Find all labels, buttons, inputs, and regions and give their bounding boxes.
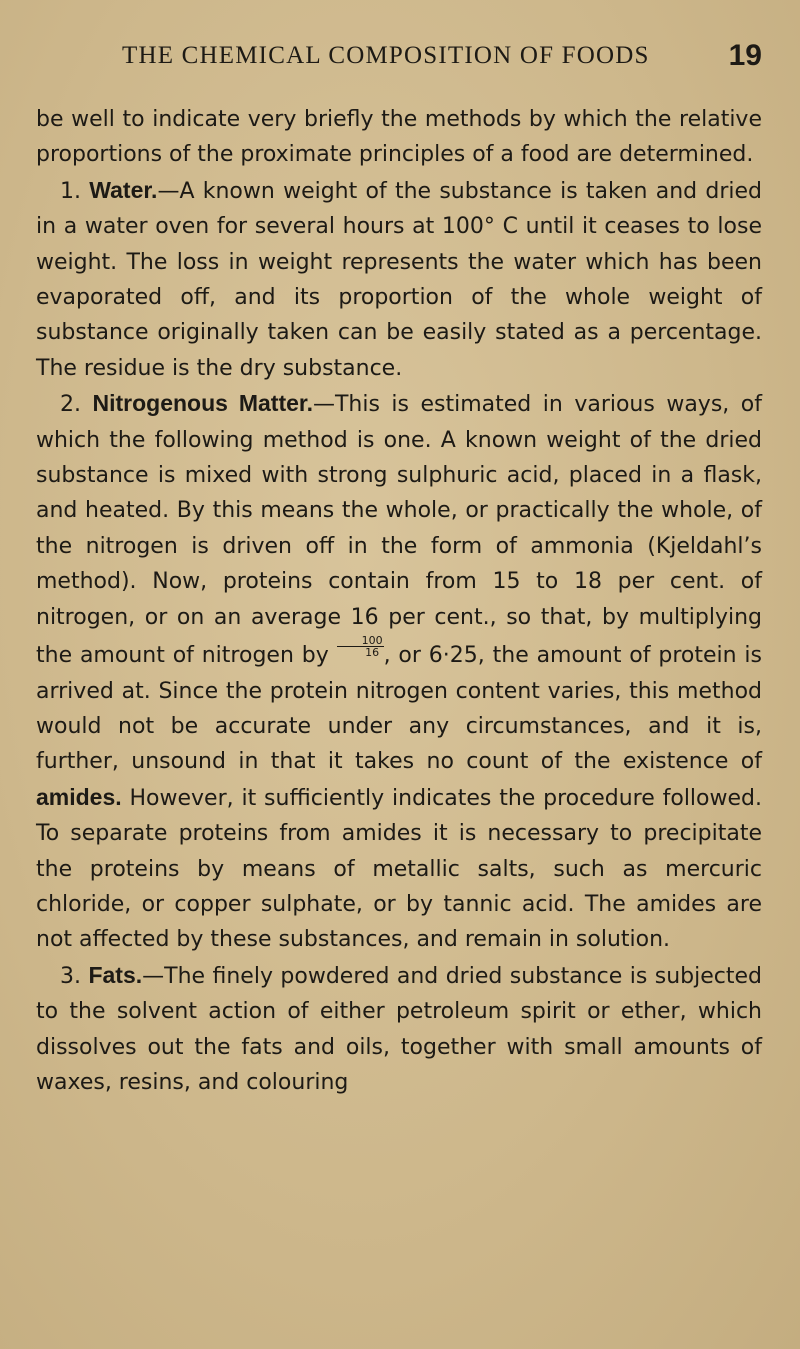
- water-heading: Water.: [89, 176, 158, 203]
- fats-number: 3.: [60, 963, 81, 989]
- water-paragraph: [36, 173, 762, 386]
- fats-heading: Fats.: [88, 961, 143, 988]
- nitrogenous-text-2: , or 6·25, the amount of protein is arrived at. Since the protein nitrogen content varies, this method would not be accurate under any circumstances, and it is, further, unsound in that it takes no count of the existence of: [36, 643, 762, 775]
- nitrogenous-number: 2.: [60, 392, 81, 418]
- nitrogenous-heading: Nitrogenous Matter.: [92, 390, 313, 417]
- water-text: —A known weight of the substance is taken and dried in a water oven for several hours at 100° C until it ceases to lose weight. The loss in weight represents the water which has been evaporated off, and its proportion of the whole weight of substance originally taken can be easily stated as a percentage. The residue is the dry substance.: [36, 178, 762, 381]
- page-number: 19: [728, 39, 762, 72]
- fats-paragraph: [36, 958, 762, 1101]
- fraction-numerator: 100: [337, 635, 384, 647]
- intro-text: be well to indicate very briefly the methods by which the relative proportions of the proximate principles of a food are determined.: [36, 107, 762, 168]
- fats-text: —The finely powdered and dried substance is subjected to the solvent action of either petroleum spirit or ether, which dissolves out the fats and oils, together with small amounts of waxes, resins, and colouring: [36, 963, 762, 1095]
- intro-paragraph: [36, 102, 762, 173]
- water-number: 1.: [60, 178, 81, 204]
- running-head: [96, 39, 762, 82]
- fraction-denominator: 16: [365, 646, 380, 660]
- nitrogenous-text-3: However, it sufficiently indicates the procedure followed. To separate proteins from amides it is necessary to precipitate the proteins by means of metallic salts, such as mercuric chloride, or copper sulphate, or by tannic acid. The amides are not affected by these substances, and remain in solution.: [36, 785, 762, 953]
- nitrogenous-paragraph: [36, 386, 762, 958]
- fraction-100-over-16: [337, 635, 384, 658]
- running-title: THE CHEMICAL COMPOSITION OF FOODS: [122, 42, 650, 69]
- nitrogenous-text-1: —This is estimated in various ways, of which the following method is one. A known weight of the dried substance is mixed with strong sulphuric acid, placed in a flask, and heated. By this means the whole, or practically the whole, of the nitrogen is driven off in the form of ammonia (Kjeldahl’s method). Now, proteins contain from 15 to 18 per cent. of nitrogen, or on an average 16 per cent., so that, by multiplying the amount of nitrogen by: [36, 392, 762, 669]
- body-text: [36, 102, 762, 1100]
- amides-word: amides.: [36, 783, 122, 810]
